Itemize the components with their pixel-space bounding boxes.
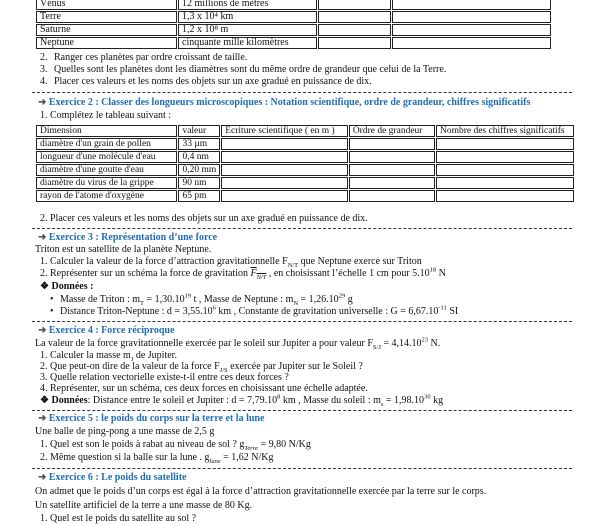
table-cell: Vénus bbox=[36, 0, 177, 10]
exercise-3-title: ➜ Exercice 3 : Représentation d’une force bbox=[38, 232, 218, 243]
table-cell: 65 pm bbox=[178, 190, 220, 202]
ex1-item-2: 2. Ranger ces planètes par ordre croissant de taille. bbox=[40, 52, 248, 63]
table-cell[interactable] bbox=[436, 164, 574, 176]
separator bbox=[32, 468, 572, 469]
table-row bbox=[36, 164, 574, 176]
table-cell: 12 millions de mètres bbox=[178, 0, 317, 10]
separator bbox=[32, 228, 572, 229]
table-cell[interactable] bbox=[436, 138, 574, 150]
ex4-intro: La valeur de la force gravitationnelle exercée par le soleil sur Jupiter a pour valeur $F_{S/J} = 4,14.10^{23}$ N. bbox=[35, 336, 441, 351]
microscopic-lengths-table bbox=[35, 124, 575, 203]
table-cell[interactable] bbox=[221, 190, 348, 202]
table-cell[interactable] bbox=[221, 138, 348, 150]
ex5-intro: Une balle de ping-pong a une masse de 2,5 g bbox=[35, 426, 215, 437]
ex3-data-1: • Masse de Triton : $m_T = 1,30.10^{19}$ t , Masse de Neptune : $m_N = 1,26.10^{29}$ g bbox=[50, 292, 353, 307]
ex6-intro-2: Un satellite artificiel de la terre a une masse de 80 Kg. bbox=[35, 500, 253, 511]
table-row bbox=[36, 24, 551, 36]
table-cell: diamètre d'une goutte d'eau bbox=[36, 164, 177, 176]
table-cell: longueur d'une molécule d'eau bbox=[36, 151, 177, 163]
table-cell[interactable] bbox=[221, 151, 348, 163]
ex5-item-2: 2. Même question si la balle sur la lune . $g_{lune} = 1,62$ N/Kg bbox=[40, 452, 274, 465]
table-cell[interactable] bbox=[392, 24, 551, 36]
table-cell[interactable] bbox=[318, 11, 391, 23]
arrow-icon: ➜ bbox=[38, 413, 47, 424]
ex3-item-1: 1. Calculer la valeur de la force d’attraction gravitationnelle $F_{N/T}$ que Neptune exerce sur Triton bbox=[40, 256, 422, 269]
table-cell[interactable] bbox=[318, 37, 391, 49]
ex4-data: ❖ Données: Distance entre le soleil et Jupiter : $d = 7,79.10^8$ km , Masse du soleil : $m_s = 1,98.10^{30}$ kg bbox=[40, 393, 444, 408]
table-cell: diamètre du virus de la grippe bbox=[36, 177, 177, 189]
table-cell[interactable] bbox=[221, 164, 348, 176]
arrow-icon: ➜ bbox=[38, 472, 47, 483]
ex2-item-2: 2. Placer ces valeurs et les noms des objets sur un axe gradué en puissance de dix. bbox=[40, 213, 368, 224]
diamond-icon: ❖ bbox=[40, 281, 52, 292]
exercise-4-title: ➜ Exercice 4 : Force réciproque bbox=[38, 325, 175, 336]
ex4-item-3: 3. Quelle relation vectorielle existe-t-il entre ces deux forces ? bbox=[40, 372, 289, 383]
table-cell[interactable] bbox=[349, 164, 435, 176]
ex4-item-2: 2. Que peut-on dire de la valeur de la force $F_{J/S}$ exercée par Jupiter sur le Soleil ? bbox=[40, 361, 363, 374]
diamond-icon: ❖ bbox=[40, 395, 52, 406]
table-row bbox=[36, 177, 574, 189]
table-cell: 0,20 mm bbox=[178, 164, 220, 176]
table-cell[interactable] bbox=[318, 0, 391, 10]
table-cell[interactable] bbox=[318, 24, 391, 36]
table-cell: cinquante mille kilomètres bbox=[178, 37, 317, 49]
table-row bbox=[36, 138, 574, 150]
exercise-2-title: ➜ Exercice 2 : Classer des longueurs microscopiques : Notation scientifique, ordre de grandeur, chiffres significatifs bbox=[38, 97, 531, 108]
table-row bbox=[36, 37, 551, 49]
table-cell: rayon de l'atome d'oxygène bbox=[36, 190, 177, 202]
table-cell[interactable] bbox=[349, 138, 435, 150]
arrow-icon: ➜ bbox=[38, 97, 47, 108]
table-row bbox=[36, 11, 551, 23]
table-cell: 0,4 nm bbox=[178, 151, 220, 163]
table-cell: 33 µm bbox=[178, 138, 220, 150]
table-cell: Neptune bbox=[36, 37, 177, 49]
table-cell: 1,3 x 10⁴ km bbox=[178, 11, 317, 23]
ex1-item-3: 3. Quelles sont les planètes dont les diamètres sont du même ordre de grandeur que celui de la Terre. bbox=[40, 64, 447, 75]
arrow-icon: ➜ bbox=[38, 325, 47, 336]
table-cell[interactable] bbox=[392, 0, 551, 10]
exercise-5-title: ➜ Exercice 5 : le poids du corps sur la terre et la lune bbox=[38, 413, 265, 424]
exercise-6-title: ➜ Exercice 6 : Le poids du satellite bbox=[38, 472, 187, 483]
table-cell[interactable] bbox=[349, 177, 435, 189]
table-cell[interactable] bbox=[392, 37, 551, 49]
column-header: Dimension bbox=[36, 125, 177, 137]
table-cell[interactable] bbox=[392, 11, 551, 23]
column-header: valeur bbox=[178, 125, 220, 137]
ex2-item-1: 1. Complétez le tableau suivant : bbox=[40, 110, 172, 121]
arrow-icon: ➜ bbox=[38, 232, 47, 243]
ex5-item-1: 1. Quel est son le poids à rabat au niveau de sol ? $g_{Terre} = 9,80$ N/Kg bbox=[40, 439, 311, 452]
table-cell: Terre bbox=[36, 11, 177, 23]
separator bbox=[32, 321, 572, 322]
ex4-item-4: 4. Représenter, sur un schéma, ces deux forces en choisissant une échelle adaptée. bbox=[40, 383, 368, 394]
table-cell[interactable] bbox=[436, 190, 574, 202]
table-cell[interactable] bbox=[436, 151, 574, 163]
table-row bbox=[36, 151, 574, 163]
separator bbox=[32, 410, 572, 411]
table-cell[interactable] bbox=[221, 177, 348, 189]
ex3-data-2: • Distance Triton-Neptune : $d = 3,55.10^6$ km , Constante de gravitation universelle : $G = 6,67.10^{-11}$ SI bbox=[50, 304, 459, 317]
separator bbox=[32, 92, 572, 93]
table-cell[interactable] bbox=[436, 177, 574, 189]
table-cell: 90 nm bbox=[178, 177, 220, 189]
ex3-data-heading: ❖ Données : bbox=[40, 281, 94, 292]
ex3-intro: Triton est un satellite de la planète Neptune. bbox=[35, 244, 212, 255]
table-cell: 1,2 x 10⁸ m bbox=[178, 24, 317, 36]
table-cell: Saturne bbox=[36, 24, 177, 36]
column-header: Ecriture scientifique ( en m ) bbox=[221, 125, 348, 137]
column-header: Nombre des chiffres significatifs bbox=[436, 125, 574, 137]
table-row bbox=[36, 190, 574, 202]
table-cell[interactable] bbox=[349, 151, 435, 163]
table-cell[interactable] bbox=[349, 190, 435, 202]
ex6-item-1: 1. Quel est le poids du satellite au sol ? bbox=[40, 513, 197, 524]
planet-diameters-table bbox=[35, 0, 552, 50]
ex3-item-2: 2. Représenter sur un schéma la force de gravitation $F_{N/T}$ , en choisissant l’échelle 1 cm pour 5.10$^{18}$ N bbox=[40, 266, 446, 281]
column-header: Ordre de grandeur bbox=[349, 125, 435, 137]
ex1-item-4: 4. Placer ces valeurs et les noms des objets sur un axe gradué en puissance de dix. bbox=[40, 76, 372, 87]
ex6-intro-1: On admet que le poids d’un corps est égal à la force d’attraction gravitationnelle exercée par la terre sur le corps. bbox=[35, 486, 487, 497]
table-row bbox=[36, 0, 551, 10]
table-cell: diamètre d'un grain de pollen bbox=[36, 138, 177, 150]
ex4-item-1: 1. Calculer la masse $m_J$ de Jupiter. bbox=[40, 350, 177, 363]
